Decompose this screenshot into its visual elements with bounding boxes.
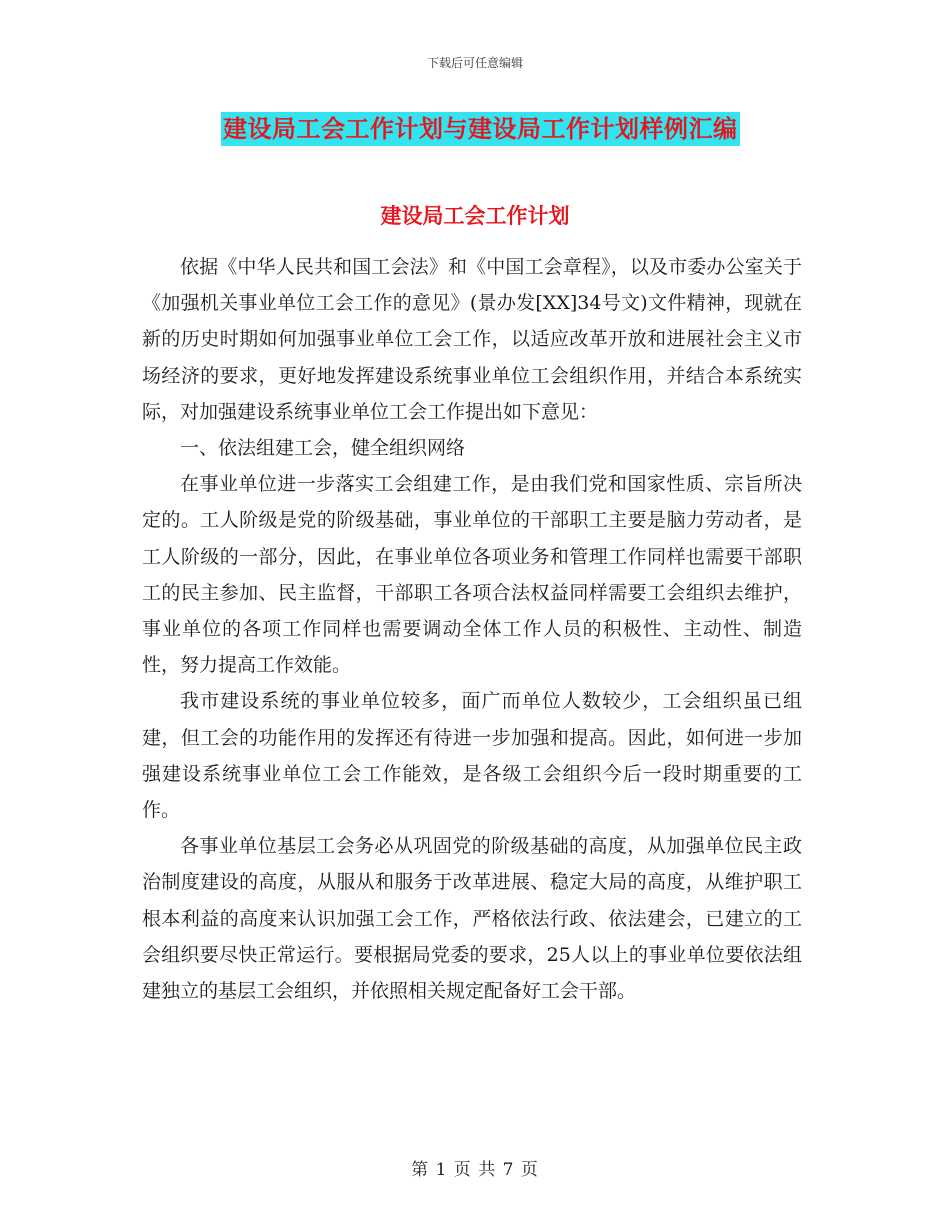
section-title: 建设局工会工作计划 <box>380 203 570 228</box>
paragraph: 在事业单位进一步落实工会组建工作，是由我们党和国家性质、宗旨所决定的。工人阶级是党的阶级基础，事业单位的干部职工主要是脑力劳动者，是工人阶级的一部分，因此，在事业单位各项业务和管理工作同样也需要干部职工的民主参加、民主监督，干部职工各项合法权益同样需要工会组织去维护，事业单位的各项工作同样也需要调动全体工作人员的积极性、主动性、制造性，努力提高工作效能。 <box>142 473 802 677</box>
paragraph-intro: 依据《中华人民共和国工会法》和《中国工会章程》，以及市委办公室关于《加强机关事业单位工会工作的意见》(景办发[XX]34号文)文件精神，现就在新的历史时期如何加强事业单位工会工作，以适应改革开放和进展社会主义市场经济的要求，更好地发挥建设系统事业单位工会组织作用，并结合本系统实际，对加强建设系统事业单位工会工作提出如下意见： <box>142 256 802 423</box>
document-main-title: 建设局工会工作计划与建设局工作计划样例汇编 <box>221 112 740 146</box>
header-note: 下载后可任意编辑 <box>426 56 523 70</box>
page-number-footer: 第 1 页 共 7 页 <box>411 1160 539 1180</box>
section-heading-1: 一、依法组建工会，健全组织网络 <box>180 437 466 460</box>
paragraph: 我市建设系统的事业单位较多，面广而单位人数较少，工会组织虽已组建，但工会的功能作用的发挥还有待进一步加强和提高。因此，如何进一步加强建设系统事业单位工会工作能效，是各级工会组织今后一段时期重要的工作。 <box>142 690 802 822</box>
document-body <box>142 249 802 1009</box>
paragraph: 各事业单位基层工会务必从巩固党的阶级基础的高度，从加强单位民主政治制度建设的高度，从服从和服务于改革进展、稳定大局的高度，从维护职工根本利益的高度来认识加强工会工作，严格依法行政、依法建会，已建立的工会组织要尽快正常运行。要根据局党委的要求，25人以上的事业单位要依法组建独立的基层工会组织，并依照相关规定配备好工会干部。 <box>142 835 802 1003</box>
